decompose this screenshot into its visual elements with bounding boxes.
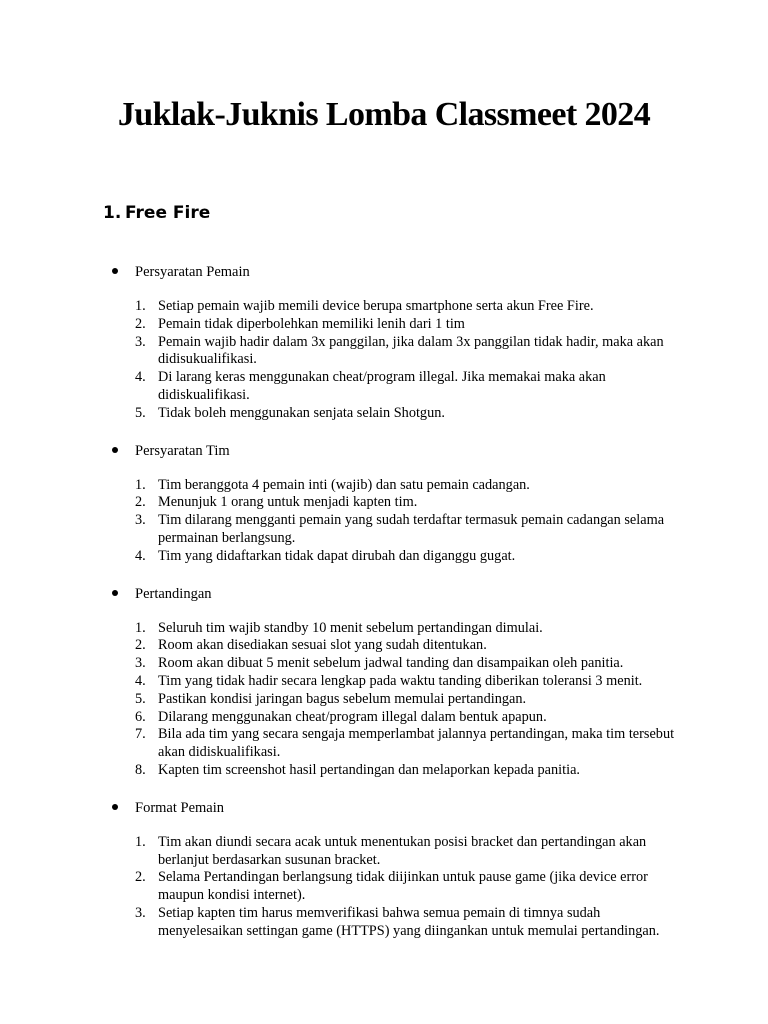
list-item <box>0 298 768 316</box>
list-item <box>0 834 768 870</box>
list-item <box>0 548 768 566</box>
list-item-text: Pemain tidak diperbolehkan memiliki lenih dari 1 tim <box>158 315 465 332</box>
list-item-number: 1. <box>135 298 146 314</box>
list-item <box>0 405 768 423</box>
list-item-text: Tidak boleh menggunakan senjata selain Shotgun. <box>158 404 445 421</box>
bullet-icon <box>112 447 118 453</box>
rules-group <box>0 441 768 566</box>
list-item <box>0 512 768 548</box>
list-item <box>0 655 768 673</box>
group-label: Pertandingan <box>135 585 212 602</box>
group-heading <box>0 441 768 461</box>
list-item-number: 2. <box>135 315 146 332</box>
list-item-number: 1. <box>135 619 146 636</box>
section-title: Free Fire <box>125 203 211 223</box>
list-item-text: Seluruh tim wajib standby 10 menit sebelum pertandingan dimulai. <box>158 619 543 636</box>
list-item-number: 4. <box>135 547 146 564</box>
list-item-number: 4. <box>135 369 146 386</box>
document-title: Juklak-Juknis Lomba Classmeet 2024 <box>117 96 651 133</box>
list-item-text: Pastikan kondisi jaringan bagus sebelum memulai pertandingan. <box>158 690 527 707</box>
list-item <box>0 869 768 905</box>
list-item <box>0 726 768 762</box>
list-item-number: 3. <box>135 512 146 529</box>
list-item-number: 1. <box>135 476 146 493</box>
list-item-number: 1. <box>135 833 146 850</box>
list-item <box>0 620 768 638</box>
list-item-text: Di larang keras menggunakan cheat/program illegal. Jika memakai maka akan didiskualifikasi. <box>158 369 606 403</box>
list-item <box>0 905 768 941</box>
group-label: Format Pemain <box>135 799 225 816</box>
group-label: Persyaratan Tim <box>135 442 230 459</box>
list-item-text: Tim yang tidak hadir secara lengkap pada waktu tanding diberikan toleransi 3 menit. <box>158 672 643 689</box>
list-item-text: Bila ada tim yang secara sengaja memperlambat jalannya pertandingan, maka tim tersebut akan didiskualifikasi. <box>158 726 675 761</box>
list-item-text: Tim yang didaftarkan tidak dapat dirubah dan diganggu gugat. <box>158 547 516 564</box>
group-heading <box>0 798 768 818</box>
list-item <box>0 369 768 405</box>
rules-group <box>0 798 768 941</box>
numbered-list <box>0 834 768 941</box>
group-label: Persyaratan Pemain <box>135 264 250 280</box>
list-item-text: Tim akan diundi secara acak untuk menentukan posisi bracket dan pertandingan akan berlanjut berdasarkan susunan bracket. <box>158 833 647 868</box>
section-number: 1. <box>103 203 122 223</box>
list-item-number: 8. <box>135 761 146 778</box>
list-item <box>0 762 768 780</box>
list-item <box>0 494 768 512</box>
bullet-icon <box>112 590 118 596</box>
list-item <box>0 673 768 691</box>
rules-group <box>0 584 768 780</box>
list-item-number: 2. <box>135 494 146 511</box>
list-item-number: 5. <box>135 404 146 421</box>
list-item <box>0 334 768 370</box>
list-item <box>0 477 768 495</box>
numbered-list <box>0 298 768 423</box>
list-item-text: Room akan dibuat 5 menit sebelum jadwal tanding dan disampaikan oleh panitia. <box>158 655 624 672</box>
section-heading <box>103 202 210 224</box>
rules-groups <box>0 262 768 959</box>
bullet-icon <box>112 804 118 810</box>
list-item-text: Setiap pemain wajib memili device berupa smartphone serta akun Free Fire. <box>158 298 594 314</box>
list-item <box>0 691 768 709</box>
list-item-number: 7. <box>135 726 146 743</box>
list-item-text: Selama Pertandingan berlangsung tidak diijinkan untuk pause game (jika device error maupun kondisi internet). <box>158 869 648 904</box>
list-item-text: Tim dilarang mengganti pemain yang sudah terdaftar termasuk pemain cadangan selama permainan berlangsung. <box>158 512 665 546</box>
list-item-text: Setiap kapten tim harus memverifikasi bahwa semua pemain di timnya sudah menyelesaikan settingan game (HTTPS) yang diingankan untuk memulai pertandingan. <box>158 904 660 939</box>
numbered-list <box>0 477 768 566</box>
list-item-number: 3. <box>135 333 146 350</box>
list-item <box>0 709 768 727</box>
list-item-number: 2. <box>135 869 146 886</box>
list-item-text: Dilarang menggunakan cheat/program illegal dalam bentuk apapun. <box>158 708 547 725</box>
list-item-text: Room akan disediakan sesuai slot yang sudah ditentukan. <box>158 637 487 654</box>
list-item-number: 3. <box>135 904 146 921</box>
list-item-text: Kapten tim screenshot hasil pertandingan dan melaporkan kepada panitia. <box>158 761 581 778</box>
group-heading <box>0 584 768 604</box>
bullet-icon <box>112 268 118 274</box>
list-item-number: 3. <box>135 655 146 672</box>
rules-group <box>0 262 768 423</box>
list-item-number: 6. <box>135 708 146 725</box>
numbered-list <box>0 620 768 780</box>
list-item-text: Pemain wajib hadir dalam 3x panggilan, jika dalam 3x panggilan tidak hadir, maka akan didisukualifikasi. <box>158 333 664 368</box>
list-item-text: Tim beranggota 4 pemain inti (wajib) dan satu pemain cadangan. <box>158 476 530 493</box>
list-item <box>0 637 768 655</box>
list-item-number: 4. <box>135 672 146 689</box>
list-item-text: Menunjuk 1 orang untuk menjadi kapten tim. <box>158 494 418 511</box>
list-item-number: 2. <box>135 637 146 654</box>
list-item <box>0 316 768 334</box>
list-item-number: 5. <box>135 690 146 707</box>
group-heading <box>0 262 768 282</box>
